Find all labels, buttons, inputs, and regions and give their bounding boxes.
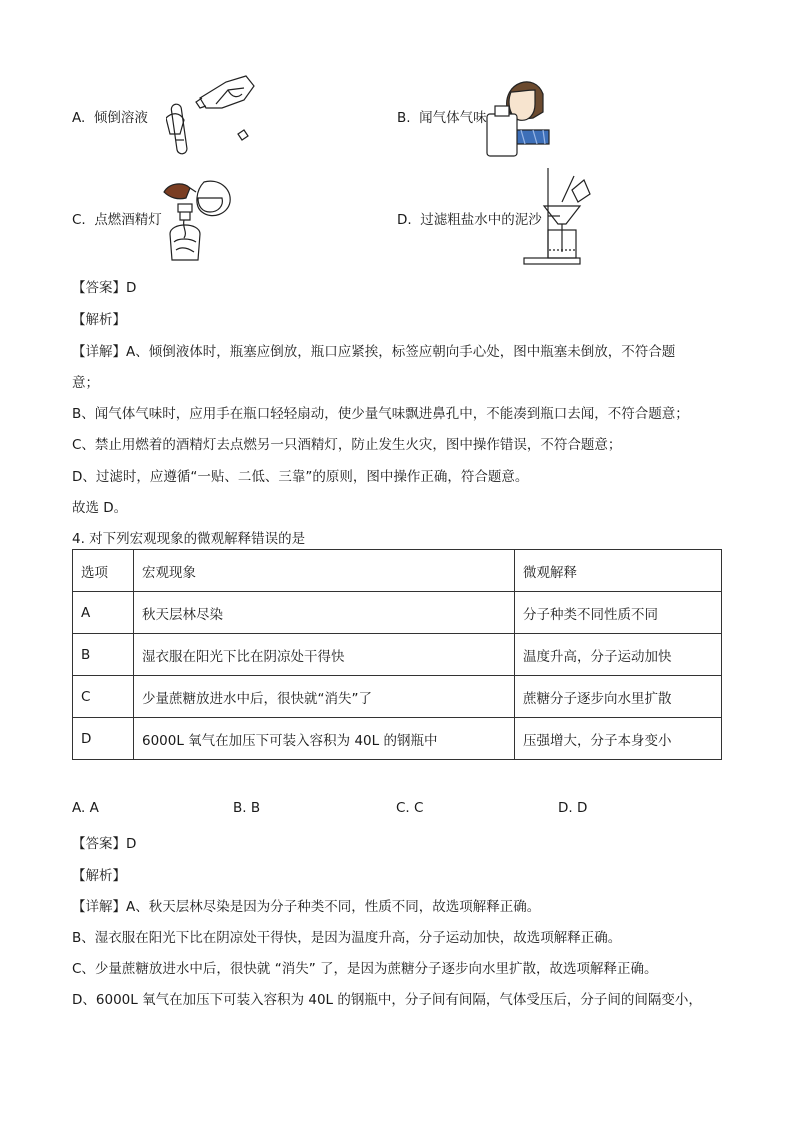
q4-detail-line: C、少量蔗糖放进水中后，很快就 “消失” 了，是因为蔗糖分子逐步向水里扩散，故选项解释正确。 [72, 961, 658, 977]
option-b [397, 106, 487, 126]
smell-gas-illustration [485, 68, 553, 158]
q4-analysis-tag: 【解析】 [72, 868, 126, 884]
table-cell: D [73, 718, 134, 760]
table-cell: 蔗糖分子逐步向水里扩散 [515, 676, 722, 718]
q4-answer-value: D [126, 836, 137, 852]
table-cell: A [73, 592, 134, 634]
q4-choice-c: C. C [396, 800, 424, 816]
option-d [397, 208, 542, 228]
table-header-cell: 微观解释 [515, 550, 722, 592]
q4-detail-line: D、6000L 氧气在加压下可装入容积为 40L 的钢瓶中，分子间有间隔，气体受压后，分子间的间隔变小， [72, 992, 702, 1008]
q4-detail-line: B、湿衣服在阳光下比在阴凉处干得快，是因为温度升高，分子运动加快，故选项解释正确。 [72, 930, 622, 946]
alcohol-lamp-illustration [160, 178, 240, 266]
q4-choice-a: A. A [72, 800, 99, 816]
q3-detail-line: 意； [72, 375, 99, 391]
table-cell: C [73, 676, 134, 718]
table-cell: 6000L 氧气在加压下可装入容积为 40L 的钢瓶中 [134, 718, 515, 760]
table-cell: 温度升高，分子运动加快 [515, 634, 722, 676]
table-cell: 秋天层林尽染 [134, 592, 515, 634]
option-d-key: D. [397, 212, 412, 228]
table-cell: B [73, 634, 134, 676]
q4-answer-tag: 【答案】 [72, 836, 126, 852]
q3-analysis-tag: 【解析】 [72, 312, 126, 328]
pour-liquid-illustration [166, 68, 258, 158]
table-row [73, 718, 722, 760]
q3-detail-line: C、禁止用燃着的酒精灯去点燃另一只酒精灯，防止发生火灾，图中操作错误，不符合题意； [72, 437, 622, 453]
q4-choice-b: B. B [233, 800, 261, 816]
q3-detail-line: 【详解】A、倾倒液体时，瓶塞应倒放，瓶口应紧挨，标签应朝向手心处，图中瓶塞未倒放，不符合题 [72, 344, 676, 360]
option-a [72, 106, 148, 126]
table-row [73, 634, 722, 676]
option-b-key: B. [397, 110, 411, 126]
q3-answer-value: D [126, 280, 137, 296]
q4-stem: 4. 对下列宏观现象的微观解释错误的是 [72, 531, 306, 547]
q3-answer-tag: 【答案】 [72, 280, 126, 296]
table-cell: 湿衣服在阳光下比在阴凉处干得快 [134, 634, 515, 676]
table-header-row [73, 550, 722, 592]
table-row [73, 592, 722, 634]
option-c-text: 点燃酒精灯 [94, 212, 162, 228]
table-cell: 分子种类不同性质不同 [515, 592, 722, 634]
q3-detail-line: 故选 D。 [72, 500, 128, 516]
option-d-text: 过滤粗盐水中的泥沙 [420, 212, 542, 228]
filtration-illustration [522, 166, 594, 266]
option-b-text: 闻气体气味 [419, 110, 487, 126]
q4-choice-d: D. D [558, 800, 588, 816]
q3-detail-line: D、过滤时，应遵循“一贴、二低、三靠”的原则，图中操作正确，符合题意。 [72, 469, 529, 485]
q3-detail-line: B、闻气体气味时，应用手在瓶口轻轻扇动，使少量气味飘进鼻孔中，不能凑到瓶口去闻，不符合题意； [72, 406, 689, 422]
option-a-key: A. [72, 110, 86, 126]
table-cell: 少量蔗糖放进水中后，很快就“消失”了 [134, 676, 515, 718]
q4-detail-line: 【详解】A、秋天层林尽染是因为分子种类不同，性质不同，故选项解释正确。 [72, 899, 541, 915]
q4-answer [72, 832, 136, 852]
option-a-text: 倾倒溶液 [93, 110, 148, 126]
q3-answer [72, 276, 136, 296]
table-header-cell: 宏观现象 [134, 550, 515, 592]
q4-table [72, 549, 722, 760]
option-c [72, 208, 162, 228]
table-header-cell: 选项 [73, 550, 134, 592]
table-row [73, 676, 722, 718]
option-c-key: C. [72, 212, 86, 228]
table-cell: 压强增大，分子本身变小 [515, 718, 722, 760]
